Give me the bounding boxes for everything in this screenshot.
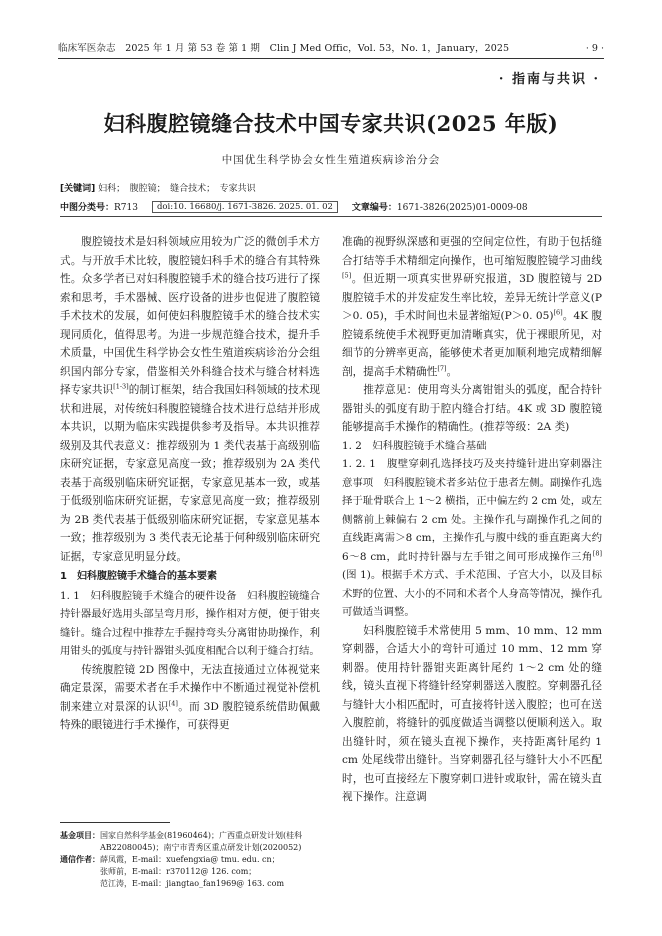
journal-citation: 临床军医杂志 2025 年 1 月 第 53 卷 第 1 期 Clin J Med Offic，Vol. 53，No. 1，January，2025: [58, 43, 510, 54]
header-divider: [60, 216, 602, 217]
citation-ref[interactable]: [7]: [437, 363, 447, 372]
funding-row: [60, 830, 324, 854]
contact-2[interactable]: 张师前，E-mail：r370112@ 126. com；: [100, 867, 257, 876]
citation-ref[interactable]: [4]: [168, 698, 178, 707]
cls-value: R713: [114, 203, 138, 213]
continued-paragraph: [342, 233, 602, 381]
classification-line: [60, 200, 602, 213]
citation-ref[interactable]: [5]: [342, 271, 352, 280]
subsection-text-a: 妇科腹腔镜术者多站位于患者左侧。副操作孔选择于耻骨联合上 1～2 横指，正中偏左约 2 cm 处，或左侧髂前上棘偏右 2 cm 处。主操作孔与副操作孔之间的直线距离需＞8 cm，主操作孔与腹中线的垂直距离大约 6～8 cm，此时持针器与左手钳之间可形成操作三角: [342, 476, 602, 563]
subsection-number: 1. 1: [60, 589, 80, 602]
paper-title: 妇科腹腔镜缝合技术中国专家共识(2025 年版): [103, 111, 559, 136]
subsection-1-2: 1. 2 妇科腹腔镜手术缝合基础: [342, 439, 487, 452]
paragraph-text-b: 。但近期一项真实世界研究报道，3D 腹腔镜与 2D 腹腔镜手术的并发症发生率比较，差异无统计学意义(P＞0. 05)，手术时间也未显著缩短(P＞0. 05): [342, 273, 602, 322]
article-number-value: 1671-3826(2025)01-0009-08: [396, 203, 528, 213]
article-number-label: 文章编号：: [351, 203, 397, 213]
section-tag: · 指南与共识 ·: [498, 72, 600, 87]
subsection-1-2-1: [342, 455, 602, 622]
doi-box[interactable]: doi:10. 16680/j. 1671-3826. 2025. 01. 02: [152, 201, 338, 213]
paragraph-text-d: 。: [446, 365, 458, 378]
left-column: [60, 233, 320, 735]
subsection-1-1: [60, 587, 320, 661]
contact-3[interactable]: 范江涛，E-mail：jiangtao_fan1969@ 163. com: [100, 879, 285, 888]
citation-ref[interactable]: [6]: [553, 308, 563, 317]
contact-row: [60, 854, 324, 866]
subsection-text: 妇科腹腔镜缝合持针器最好选用头部呈弯月形，操作相对方便，便于钳夹缝针。缝合过程中推荐左手握持弯头分离钳协助操作，利用钳头的弧度与持针器钳头弧度相配合以利于缝合打结。: [60, 589, 321, 657]
page-number: · 9 ·: [585, 43, 604, 54]
contact-label: 通信作者：: [60, 855, 100, 864]
paragraph-text-a: 准确的视野纵深感和更强的空间定位性，有助于包括缝合打结等手术精细定向操作，也可缩短腹腔镜学习曲线: [342, 236, 602, 267]
intro-text-b: 的制订框架，结合我国妇科领域的技术现状和进展，对传统妇科腹腔镜缝合技术进行总结并形成本共识，以期为临床实践提供参考及指导。本共识推荐级别及其代表意义：推荐级别为 1 类代表基于高级别临床研究证据，专家意见高度一致；推荐级别为 2A 类代表基于高级别临床研究证据，专家意见基本一致，或基于低级别临床研究证据，专家意见高度一致；推荐级别为 2B 类代表基于低级别临床研究证据，专家意见基本一致；推荐级别为 3 类代表无论基于何种级别临床研究证据，专家意见明显分歧。: [60, 384, 321, 563]
footnote-divider: [60, 822, 170, 823]
citation-ref[interactable]: [1-3]: [113, 382, 129, 391]
keywords-line: [60, 181, 602, 194]
cls-label: 中图分类号：: [60, 203, 115, 213]
subsection-title: 妇科腹腔镜手术缝合的硬件设备: [90, 589, 237, 602]
right-column: [342, 233, 602, 807]
subsection-title: 腹壁穿刺孔选择技巧及夹持缝针进出穿刺器注意事项: [342, 458, 603, 489]
citation-ref[interactable]: [8]: [592, 549, 602, 558]
funding-label: 基金项目：: [60, 831, 100, 840]
keywords-label: [关键词]: [60, 184, 96, 194]
author-organization: 中国优生科学协会女性生殖道疾病诊治分会: [221, 154, 441, 166]
keywords-text: 妇科； 腹腔镜； 缝合技术； 专家共识: [98, 184, 256, 194]
intro-paragraph: [60, 233, 320, 566]
trocar-paragraph: 妇科腹腔镜手术常使用 5 mm、10 mm、12 mm 穿刺器，合适大小的弯针可通过 10 mm、12 mm 穿刺器。使用持针器钳夹距离针尾约 1～2 cm 处的缝线，镜头直视下将缝针经穿刺器送入腹腔。穿刺器孔径与缝针大小相匹配时，可直接将针送入腹腔；也可在送入腹腔前，将缝针的弧度做适当调整以便顺利送入。取出缝针时，须在镜头直视下操作，夹持距离针尾约 1 cm 处尾线带出缝针。当穿刺器孔径与缝针大小不匹配时，也可直接经左下腹穿刺口进针或取针，需在镜头直视下操作。注意调: [342, 624, 602, 803]
paragraph-text-a: 传统腹腔镜 2D 图像中，无法直接通过立体视觉来确定景深，需要术者在手术操作中不断通过视觉补偿机制来建立对景深的认识: [60, 663, 320, 713]
subsection-text-b: (图 1)。根据手术方式、手术范围、子宫大小，以及目标术野的位置、大小的不同和术者个人身高等情况，操作孔可做适当调整。: [342, 569, 602, 618]
running-header: [58, 40, 604, 59]
section-heading-1: 1 妇科腹腔镜手术缝合的基本要素: [60, 571, 217, 582]
paragraph-text-b: 。而 3D 腹腔镜系统借助佩戴特殊的眼镜进行手术操作，可获得更: [60, 700, 321, 731]
recommendation-paragraph: 推荐意见：使用弯头分离钳钳头的弧度，配合持针器钳头的弧度有助于腔内缝合打结。4K 或 3D 腹腔镜能够提高手术操作的精确性。(推荐等级：2A 类): [342, 384, 602, 433]
subsection-number: 1. 2. 1: [342, 458, 376, 470]
funding-text: 国家自然科学基金(81960464)；广西重点研发计划(桂科 AB22080045)；南宁市青秀区重点研发计划(2020052): [100, 831, 303, 852]
footnote: [60, 830, 324, 890]
paragraph-text-c: 。4K 腹腔镜系统使手术视野更加清晰真实，优于裸眼所见，对细节的分辨率更高，能够使术者更加顺利地完成精细解剖，提高手术精确性: [342, 310, 602, 378]
intro-text-a: 腹腔镜技术是妇科领域应用较为广泛的微创手术方式。与开放手术比较，腹腔镜妇科手术的缝合有其特殊性。众多学者已对妇科腹腔镜手术的缝合技巧进行了探索和思考，手术器械、医疗设备的进步也促进了腹腔镜手术技术的发展，如何使妇科腹腔镜手术的缝合技术实现同质化，值得思考。为进一步规范缝合技术，提升手术质量，中国优生科学协会女性生殖道疾病诊治分会组织国内部分专家，借鉴相关外科缝合技术与缝合材料选择专家共识: [60, 236, 320, 396]
paragraph-2d-3d: [60, 661, 320, 735]
contact-1[interactable]: 薛凤霞，E-mail：xuefengxia@ tmu. edu. cn；: [100, 855, 280, 864]
